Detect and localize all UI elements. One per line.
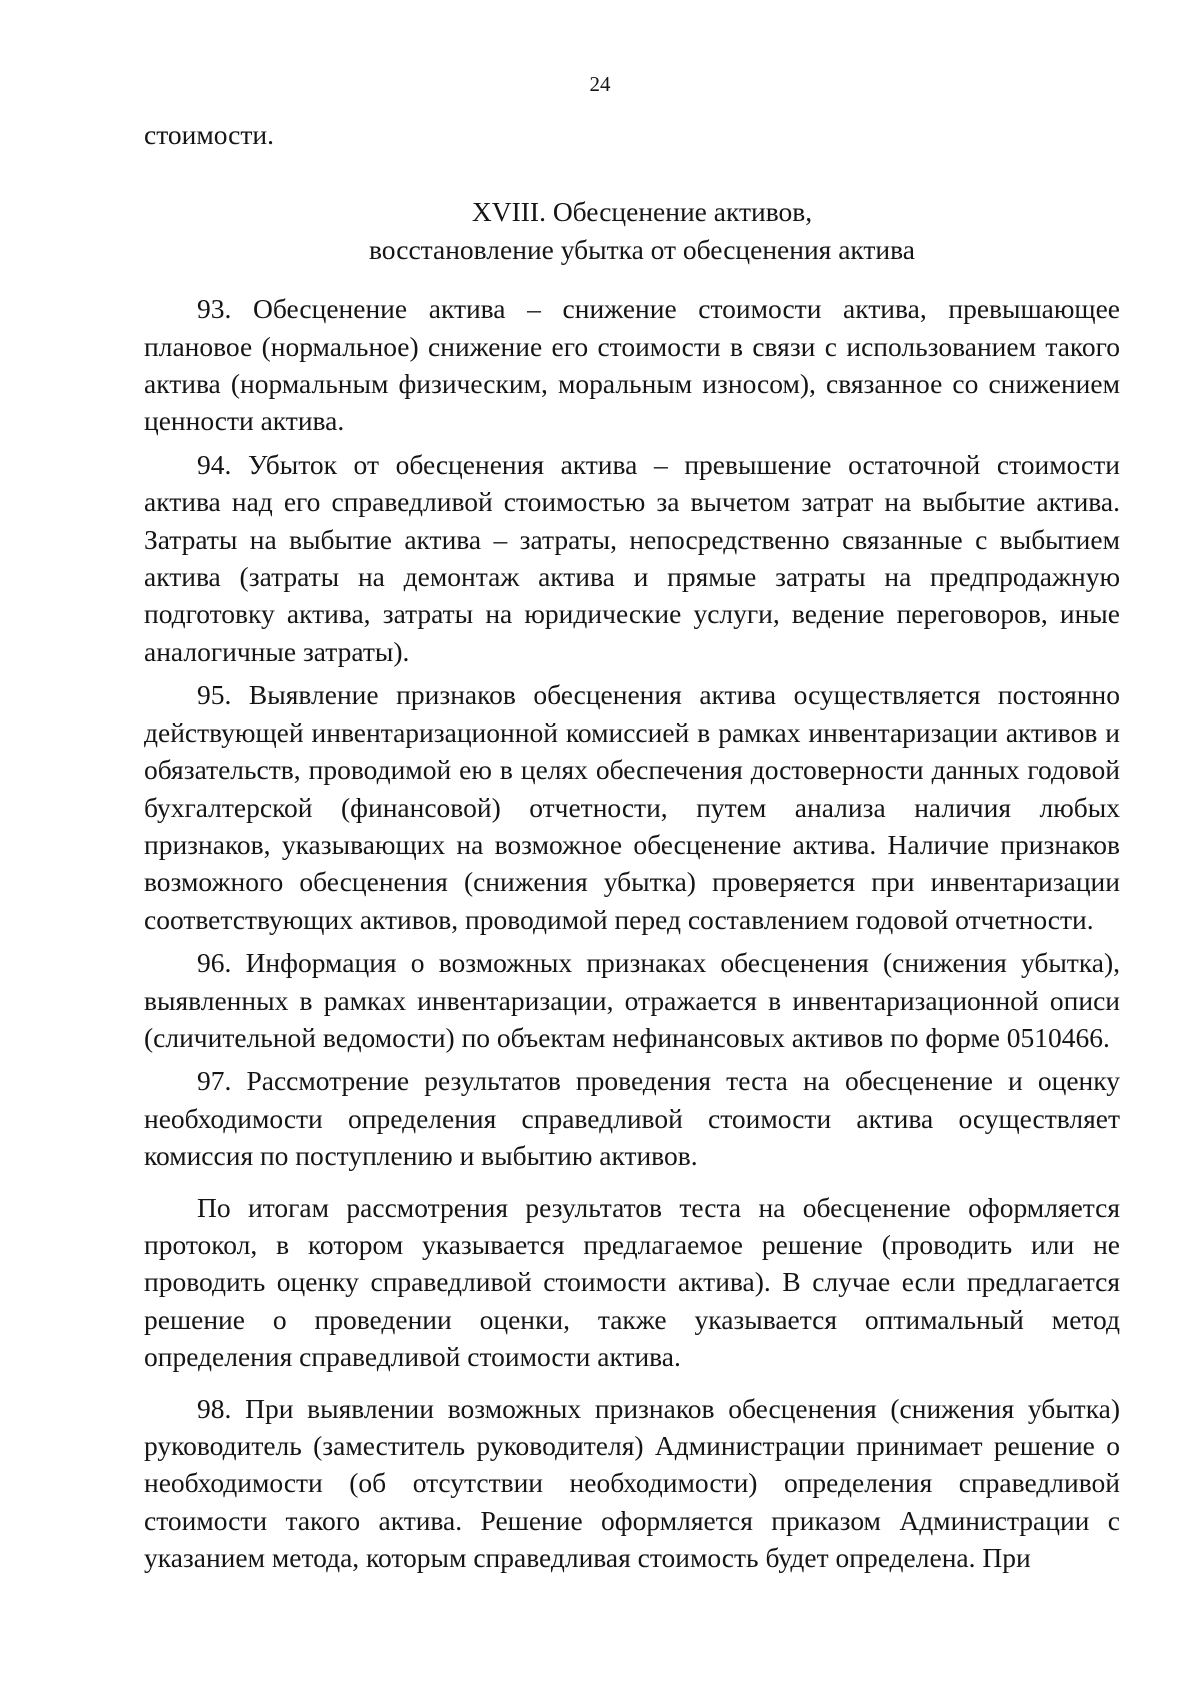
section-heading: [144, 193, 1120, 268]
paragraph-94: 94. Убыток от обесценения актива – превышение остаточной стоимости актива над его справедливой стоимостью за вычетом затрат на выбытие актива. Затраты на выбытие актива – затраты, непосредственно связанные с выбытием актива (затраты на демонтаж актива и прямые затраты на предпродажную подготовку актива, затраты на юридические услуги, ведение переговоров, иные аналогичные затраты).: [144, 448, 1120, 667]
paragraph-93: 93. Обесценение актива – снижение стоимости актива, превышающее плановое (нормальное) снижение его стоимости в связи с использованием такого актива (нормальным физическим, моральным износом), связанное со снижением ценности актива.: [144, 293, 1120, 437]
paragraph-97: 97. Рассмотрение результатов проведения теста на обесценение и оценку необходимости определения справедливой стоимости актива осуществляет комиссия по поступлению и выбытию активов.: [144, 1065, 1120, 1172]
section-heading-line-2: восстановление убытка от обесценения актива: [369, 233, 915, 265]
paragraph-96: 96. Информация о возможных признаках обесценения (снижения убытка), выявленных в рамках инвентаризации, отражается в инвентаризационной описи (сличительной ведомости) по объектам нефинансовых активов по форме 0510466.: [144, 947, 1120, 1053]
document-body: [144, 116, 1120, 1583]
continuation-text: стоимости.: [144, 119, 274, 150]
page-number: 24: [589, 72, 611, 96]
paragraph-95: 95. Выявление признаков обесценения актива осуществляется постоянно действующей инвентаризационной комиссией в рамках инвентаризации активов и обязательств, проводимой ею в целях обеспечения достоверности данных годовой бухгалтерской (финансовой) отчетности, путем анализа наличия любых признаков, указывающих на возможное обесценение актива. Наличие признаков возможного обесценения (снижения убытка) проверяется при инвентаризации соответствующих активов, проводимой перед составлением годовой отчетности.: [144, 679, 1120, 935]
paragraph-97-protocol: По итогам рассмотрения результатов теста на обесценение оформляется протокол, в котором указывается предлагаемое решение (проводить или не проводить оценку справедливой стоимости актива). В случае если предлагается решение о проведении оценки, также указывается оптимальный метод определения справедливой стоимости актива.: [144, 1191, 1120, 1373]
section-heading-line-1: XVIII. Обесценение активов,: [471, 196, 813, 228]
paragraph-98: 98. При выявлении возможных признаков обесценения (снижения убытка) руководитель (заместитель руководителя) Администрации принимает решение о необходимости (об отсутствии необходимости) определения справедливой стоимости такого актива. Решение оформляется приказом Администрации с указанием метода, которым справедливая стоимость будет определена. При: [144, 1392, 1120, 1574]
